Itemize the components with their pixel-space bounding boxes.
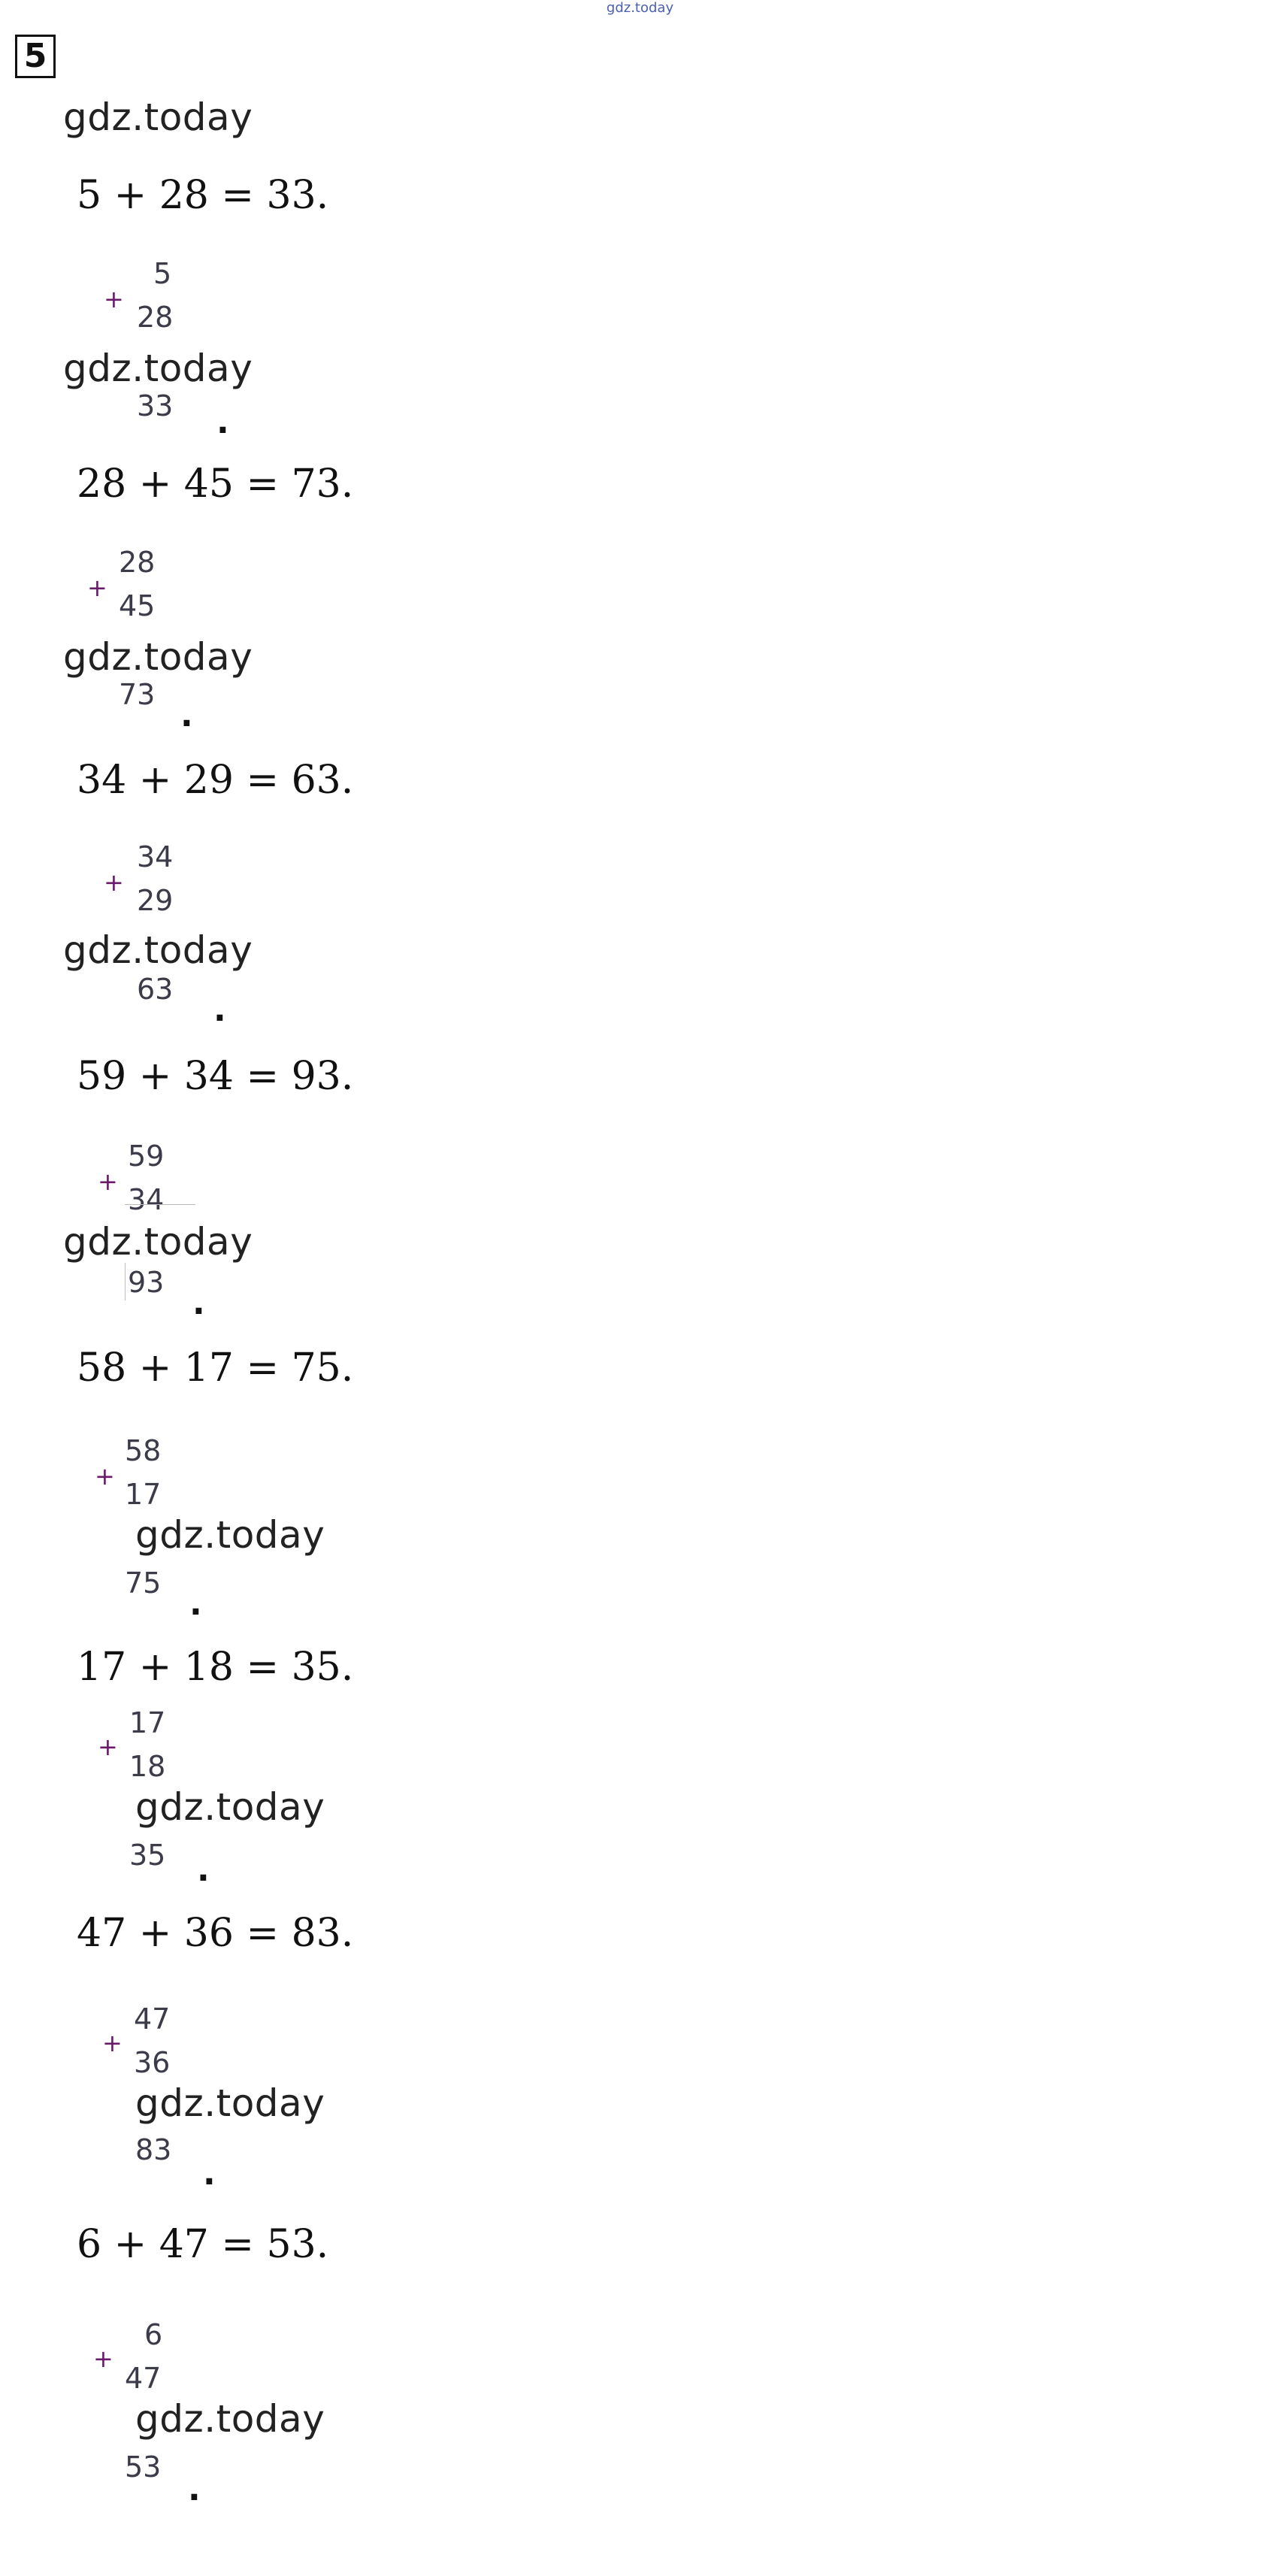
scan-artifact: [125, 1263, 126, 1300]
sum: 75: [125, 1566, 162, 1600]
equation: 58 + 17 = 75.: [77, 1346, 354, 1391]
addend-top: 28: [119, 546, 156, 579]
period: .: [216, 403, 229, 441]
period: .: [180, 696, 193, 734]
plus-sign: +: [98, 1167, 118, 1196]
plus-sign: +: [93, 2344, 113, 2373]
addend-top: 17: [129, 1706, 166, 1739]
addend-bottom: 17: [125, 1478, 162, 1511]
watermark: gdz.today: [63, 1220, 253, 1264]
equation: 5 + 28 = 33.: [77, 173, 329, 218]
sum: 83: [135, 2133, 172, 2166]
scan-artifact: [125, 1204, 195, 1205]
top-watermark: gdz.today: [606, 0, 674, 16]
addend-top: 59: [128, 1140, 165, 1173]
task-number-box: 5: [15, 35, 56, 78]
period: .: [203, 2154, 216, 2193]
addend-bottom: 29: [137, 884, 174, 917]
sum: 53: [125, 2450, 162, 2484]
addend-bottom: 28: [137, 301, 174, 334]
watermark: gdz.today: [63, 95, 253, 139]
equation: 17 + 18 = 35.: [77, 1645, 354, 1690]
addend-top: 47: [134, 2002, 171, 2036]
addend-top: 58: [125, 1434, 162, 1467]
addend-bottom: 36: [134, 2046, 171, 2079]
plus-sign: +: [104, 868, 124, 897]
sum: 73: [119, 678, 156, 711]
plus-sign: +: [98, 1733, 118, 1761]
equation: 34 + 29 = 63.: [77, 758, 354, 803]
watermark: gdz.today: [63, 635, 253, 679]
period: .: [192, 1284, 205, 1322]
addend-bottom: 18: [129, 1750, 166, 1783]
addend-top: 5: [153, 257, 172, 290]
sum: 33: [137, 389, 174, 422]
watermark: gdz.today: [63, 347, 253, 390]
plus-sign: +: [87, 574, 107, 602]
period: .: [213, 991, 226, 1029]
equation: 47 + 36 = 83.: [77, 1911, 354, 1956]
addend-bottom: 47: [125, 2362, 162, 2395]
sum: 63: [137, 973, 174, 1006]
watermark: gdz.today: [135, 1513, 325, 1557]
addend-top: 6: [144, 2318, 163, 2351]
equation: 59 + 34 = 93.: [77, 1054, 354, 1099]
plus-sign: +: [95, 1462, 115, 1491]
plus-sign: +: [104, 285, 124, 313]
sum: 93: [128, 1266, 165, 1299]
period: .: [197, 1851, 210, 1889]
sum: 35: [129, 1839, 166, 1872]
plus-sign: +: [102, 2029, 123, 2057]
watermark: gdz.today: [135, 1785, 325, 1829]
addend-top: 34: [137, 840, 174, 873]
equation: 6 + 47 = 53.: [77, 2222, 329, 2267]
watermark: gdz.today: [135, 2081, 325, 2125]
watermark: gdz.today: [63, 928, 253, 972]
equation: 28 + 45 = 73.: [77, 462, 354, 507]
addend-bottom: 34: [128, 1183, 165, 1216]
period: .: [189, 1585, 202, 1623]
period: .: [188, 2470, 201, 2508]
addend-bottom: 45: [119, 589, 156, 622]
watermark: gdz.today: [135, 2397, 325, 2441]
